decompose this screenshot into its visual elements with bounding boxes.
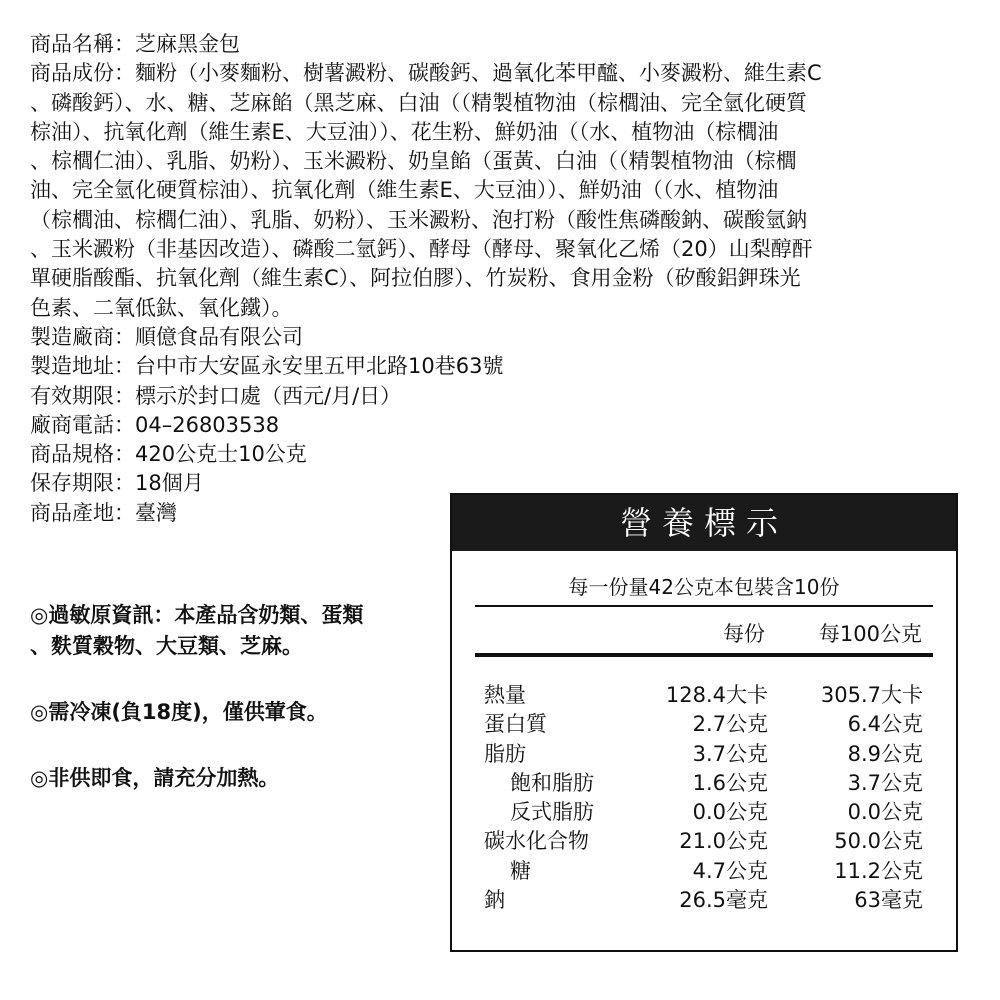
ingredients-line: 油、完全氫化硬質棕油）、抗氧化劑（維生素E、大豆油））、鮮奶油（（水、植物油 — [30, 178, 779, 203]
per-serving-value: 2.7公克 — [692, 712, 768, 737]
nutrition-row-sodium — [484, 886, 926, 915]
per-100g-value: 305.7大卡 — [820, 683, 923, 707]
nutrition-label — [450, 493, 958, 952]
expiry-line: 有效期限：標示於封口處（西元/月/日） — [30, 383, 402, 408]
per-serving-value: 128.4大卡 — [665, 683, 768, 707]
allergen-note — [30, 600, 430, 662]
heat-note: ◎非供即食，請充分加熱。 — [30, 766, 280, 790]
ingredients-line: 棕油）、抗氧化劑（維生素E、大豆油））、花生粉、鮮奶油（（水、植物油（棕櫚油 — [30, 119, 779, 144]
allergen-line-1: ◎過敏原資訊：本產品含奶類、蛋類 — [30, 603, 364, 627]
ingredients-line: 商品成份：麵粉（小麥麵粉、樹薯澱粉、碳酸鈣、過氧化苯甲醯、小麥澱粉、維生素C — [30, 61, 822, 86]
nutrient-name: 脂肪 — [484, 741, 526, 766]
nutrient-name: 熱量 — [484, 683, 526, 707]
ingredients-line: （棕櫚油、棕櫚仁油）、乳脂、奶粉）、玉米澱粉、泡打粉（酸性焦磷酸鈉、碳酸氫鈉 — [30, 207, 807, 232]
per-100g-value: 6.4公克 — [847, 712, 923, 737]
nutrition-header — [475, 618, 933, 646]
per-100g-value: 63毫克 — [854, 888, 923, 913]
serving-info: 每一份量42公克本包裝含10份 — [568, 575, 840, 599]
nutrient-name: 飽和脂肪 — [510, 770, 594, 795]
nutrient-name: 蛋白質 — [484, 712, 547, 737]
nutrition-rows — [484, 681, 926, 915]
per-100g-value: 8.9公克 — [847, 741, 923, 766]
per-serving-value: 4.7公克 — [692, 858, 768, 883]
nutrition-row-fat — [484, 740, 926, 769]
nutrient-name: 反式脂肪 — [510, 800, 594, 825]
ingredients-line: 單硬脂酸酯、抗氧化劑（維生素C）、阿拉伯膠）、竹炭粉、食用金粉（矽酸鋁鉀珠光 — [30, 266, 801, 291]
divider-thick — [475, 653, 933, 657]
nutrition-row-saturated-fat — [484, 769, 926, 798]
origin-line: 商品產地：臺灣 — [30, 500, 177, 525]
product-name-line: 商品名稱：芝麻黑金包 — [30, 32, 240, 56]
frozen-note: ◎需冷凍(負18度)，僅供葷食。 — [30, 700, 328, 724]
col-per-100g: 每100公克 — [818, 622, 922, 646]
per-serving-value: 1.6公克 — [692, 770, 768, 795]
shelf-life-line: 保存期限：18個月 — [30, 471, 204, 496]
nutrition-row-energy — [484, 681, 926, 710]
product-info — [30, 30, 970, 528]
nutrition-row-trans-fat — [484, 798, 926, 827]
spec-line: 商品規格：420公克士10公克 — [30, 442, 307, 467]
per-serving-value: 3.7公克 — [692, 741, 768, 766]
per-serving-value: 26.5毫克 — [679, 888, 768, 913]
col-per-serving: 每份 — [723, 622, 765, 646]
per-serving-value: 21.0公克 — [679, 829, 768, 854]
ingredients-line: 色素、二氧低鈦、氧化鐵）。 — [30, 295, 293, 320]
allergen-line-2: 、麩質穀物、大豆類、芝麻。 — [30, 634, 303, 658]
per-100g-value: 11.2公克 — [834, 858, 923, 883]
nutrient-name: 鈉 — [484, 888, 505, 913]
per-serving-value: 0.0公克 — [692, 800, 768, 825]
ingredients-line: 、磷酸鈣）、水、糖、芝麻餡（黑芝麻、白油（（精製植物油（棕櫚油、完全氫化硬質 — [30, 90, 807, 115]
nutrition-row-protein — [484, 710, 926, 739]
nutrition-row-carbohydrate — [484, 827, 926, 856]
per-100g-value: 50.0公克 — [834, 829, 923, 854]
phone-line: 廠商電話：04–26803538 — [30, 412, 280, 437]
ingredients-line: 、玉米澱粉（非基因改造）、磷酸二氫鈣）、酵母（酵母、聚氧化乙烯（20）山梨醇酐 — [30, 237, 813, 262]
nutrition-row-sugar — [484, 857, 926, 886]
notes — [30, 600, 430, 829]
manufacturer-line: 製造廠商：順億食品有限公司 — [30, 324, 303, 349]
address-line: 製造地址：台中市大安區永安里五甲北路10巷63號 — [30, 354, 504, 379]
per-100g-value: 3.7公克 — [847, 770, 923, 795]
nutrient-name: 碳水化合物 — [484, 829, 589, 854]
per-100g-value: 0.0公克 — [847, 800, 923, 825]
nutrient-name: 糖 — [510, 858, 531, 883]
divider — [475, 605, 933, 607]
ingredients-line: 、棕櫚仁油）、乳脂、奶粉）、玉米澱粉、奶皇餡（蛋黃、白油（（精製植物油（棕櫚 — [30, 149, 797, 174]
nutrition-title: 營養標示 — [452, 495, 956, 551]
